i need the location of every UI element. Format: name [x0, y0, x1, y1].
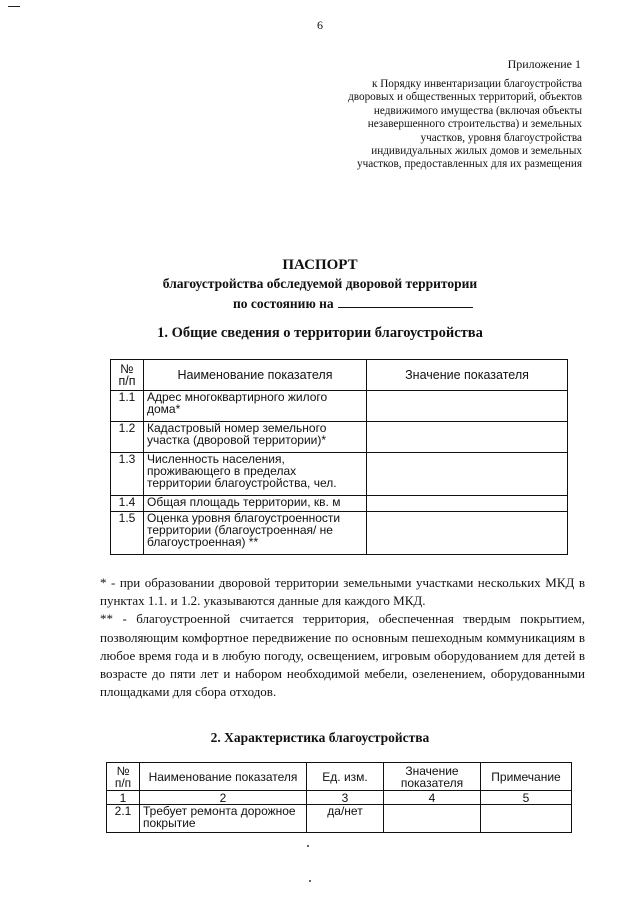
row-num: 1.1: [111, 391, 144, 422]
row-value[interactable]: [367, 496, 568, 512]
document-title: ПАСПОРТ: [282, 257, 358, 273]
index-cell: 3: [307, 791, 384, 805]
row-value[interactable]: [367, 391, 568, 422]
scan-speck: [307, 845, 309, 847]
date-blank-field[interactable]: [338, 295, 473, 308]
row-num: 1.3: [111, 453, 144, 496]
scan-speck: [309, 880, 311, 882]
appendix-line: незавершенного строительства) и земельных: [367, 118, 582, 131]
row-name: Адрес многоквартирного жилого дома*: [144, 391, 367, 422]
corner-mark: [8, 6, 20, 7]
section2-heading: 2. Характеристика благоустройства: [210, 730, 430, 745]
table-row: [111, 453, 568, 496]
appendix-line: индивидуальных жилых домов и земельных: [371, 145, 582, 158]
row-value[interactable]: [367, 422, 568, 453]
row-num: 1.4: [111, 496, 144, 512]
footnote-double-asterisk: ** - благоустроенной считается территория, обеспеченная твердым покрытием, позволяющим комфортное передвижение по основным пешеходным коммуникациям в любое время года и в любую погоду, освещением, игровым оборудованием для детей в возрасте до пяти лет и набором необходимой мебели, озеленением, оборудованными площадками для сбора отходов.: [100, 611, 585, 700]
row-value[interactable]: [367, 453, 568, 496]
appendix-line: участков, предоставленных для их размещения: [356, 158, 582, 171]
appendix-title: Приложение 1: [507, 57, 581, 71]
characteristics-table: [106, 762, 572, 833]
index-cell: 1: [107, 791, 140, 805]
appendix-line: недвижимого имущества (включая объекты: [373, 104, 582, 117]
row-value[interactable]: [367, 512, 568, 555]
row-name: Оценка уровня благоустроенности территории (благоустроенная/ не благоустроенная) **: [144, 512, 367, 555]
index-cell: 5: [481, 791, 572, 805]
footnotes: [100, 574, 585, 701]
table-row: [111, 512, 568, 555]
index-cell: 4: [384, 791, 481, 805]
row-num: 2.1: [107, 805, 140, 833]
col-value-header: Значение показателя: [367, 360, 568, 391]
table-row: [111, 496, 568, 512]
col-num-header: № п/п: [111, 360, 144, 391]
row-num: 1.2: [111, 422, 144, 453]
footnote-single-asterisk: * - при образовании дворовой территории земельными участками нескольких МКД в пунктах 1.1. и 1.2. указываются данные для каждого МКД.: [100, 575, 585, 609]
index-row: [107, 791, 572, 805]
row-unit: да/нет: [307, 805, 384, 833]
section1-heading: 1. Общие сведения о территории благоустройства: [157, 325, 483, 341]
col-note-header: Примечание: [481, 763, 572, 791]
table-row: [111, 391, 568, 422]
appendix-line: к Порядку инвентаризации благоустройства: [371, 78, 582, 90]
col-unit-header: Ед. изм.: [307, 763, 384, 791]
page-number: 6: [317, 18, 323, 32]
row-name: Требует ремонта дорожное покрытие: [140, 805, 307, 833]
appendix-line: дворовых и общественных территорий, объектов: [348, 91, 582, 104]
date-label: по состоянию на: [233, 296, 334, 311]
row-value[interactable]: [384, 805, 481, 833]
row-name: Общая площадь территории, кв. м: [144, 496, 367, 512]
index-cell: 2: [140, 791, 307, 805]
table-row: [111, 422, 568, 453]
document-subtitle: благоустройства обследуемой дворовой территории: [162, 276, 478, 291]
appendix-text: [300, 78, 582, 172]
col-name-header: Наименование показателя: [140, 763, 307, 791]
row-name: Кадастровый номер земельного участка (дворовой территории)*: [144, 422, 367, 453]
row-note[interactable]: [481, 805, 572, 833]
col-name-header: Наименование показателя: [144, 360, 367, 391]
row-num: 1.5: [111, 512, 144, 555]
table-header-row: [107, 763, 572, 791]
date-line: [233, 295, 473, 312]
row-name: Численность населения, проживающего в пределах территории благоустройства, чел.: [144, 453, 367, 496]
appendix-line: участков, уровня благоустройства: [420, 131, 582, 144]
col-num-header: № п/п: [107, 763, 140, 791]
table-header-row: [111, 360, 568, 391]
general-info-table: [110, 359, 568, 555]
col-value-header: Значение показателя: [384, 763, 481, 791]
table-row: [107, 805, 572, 833]
